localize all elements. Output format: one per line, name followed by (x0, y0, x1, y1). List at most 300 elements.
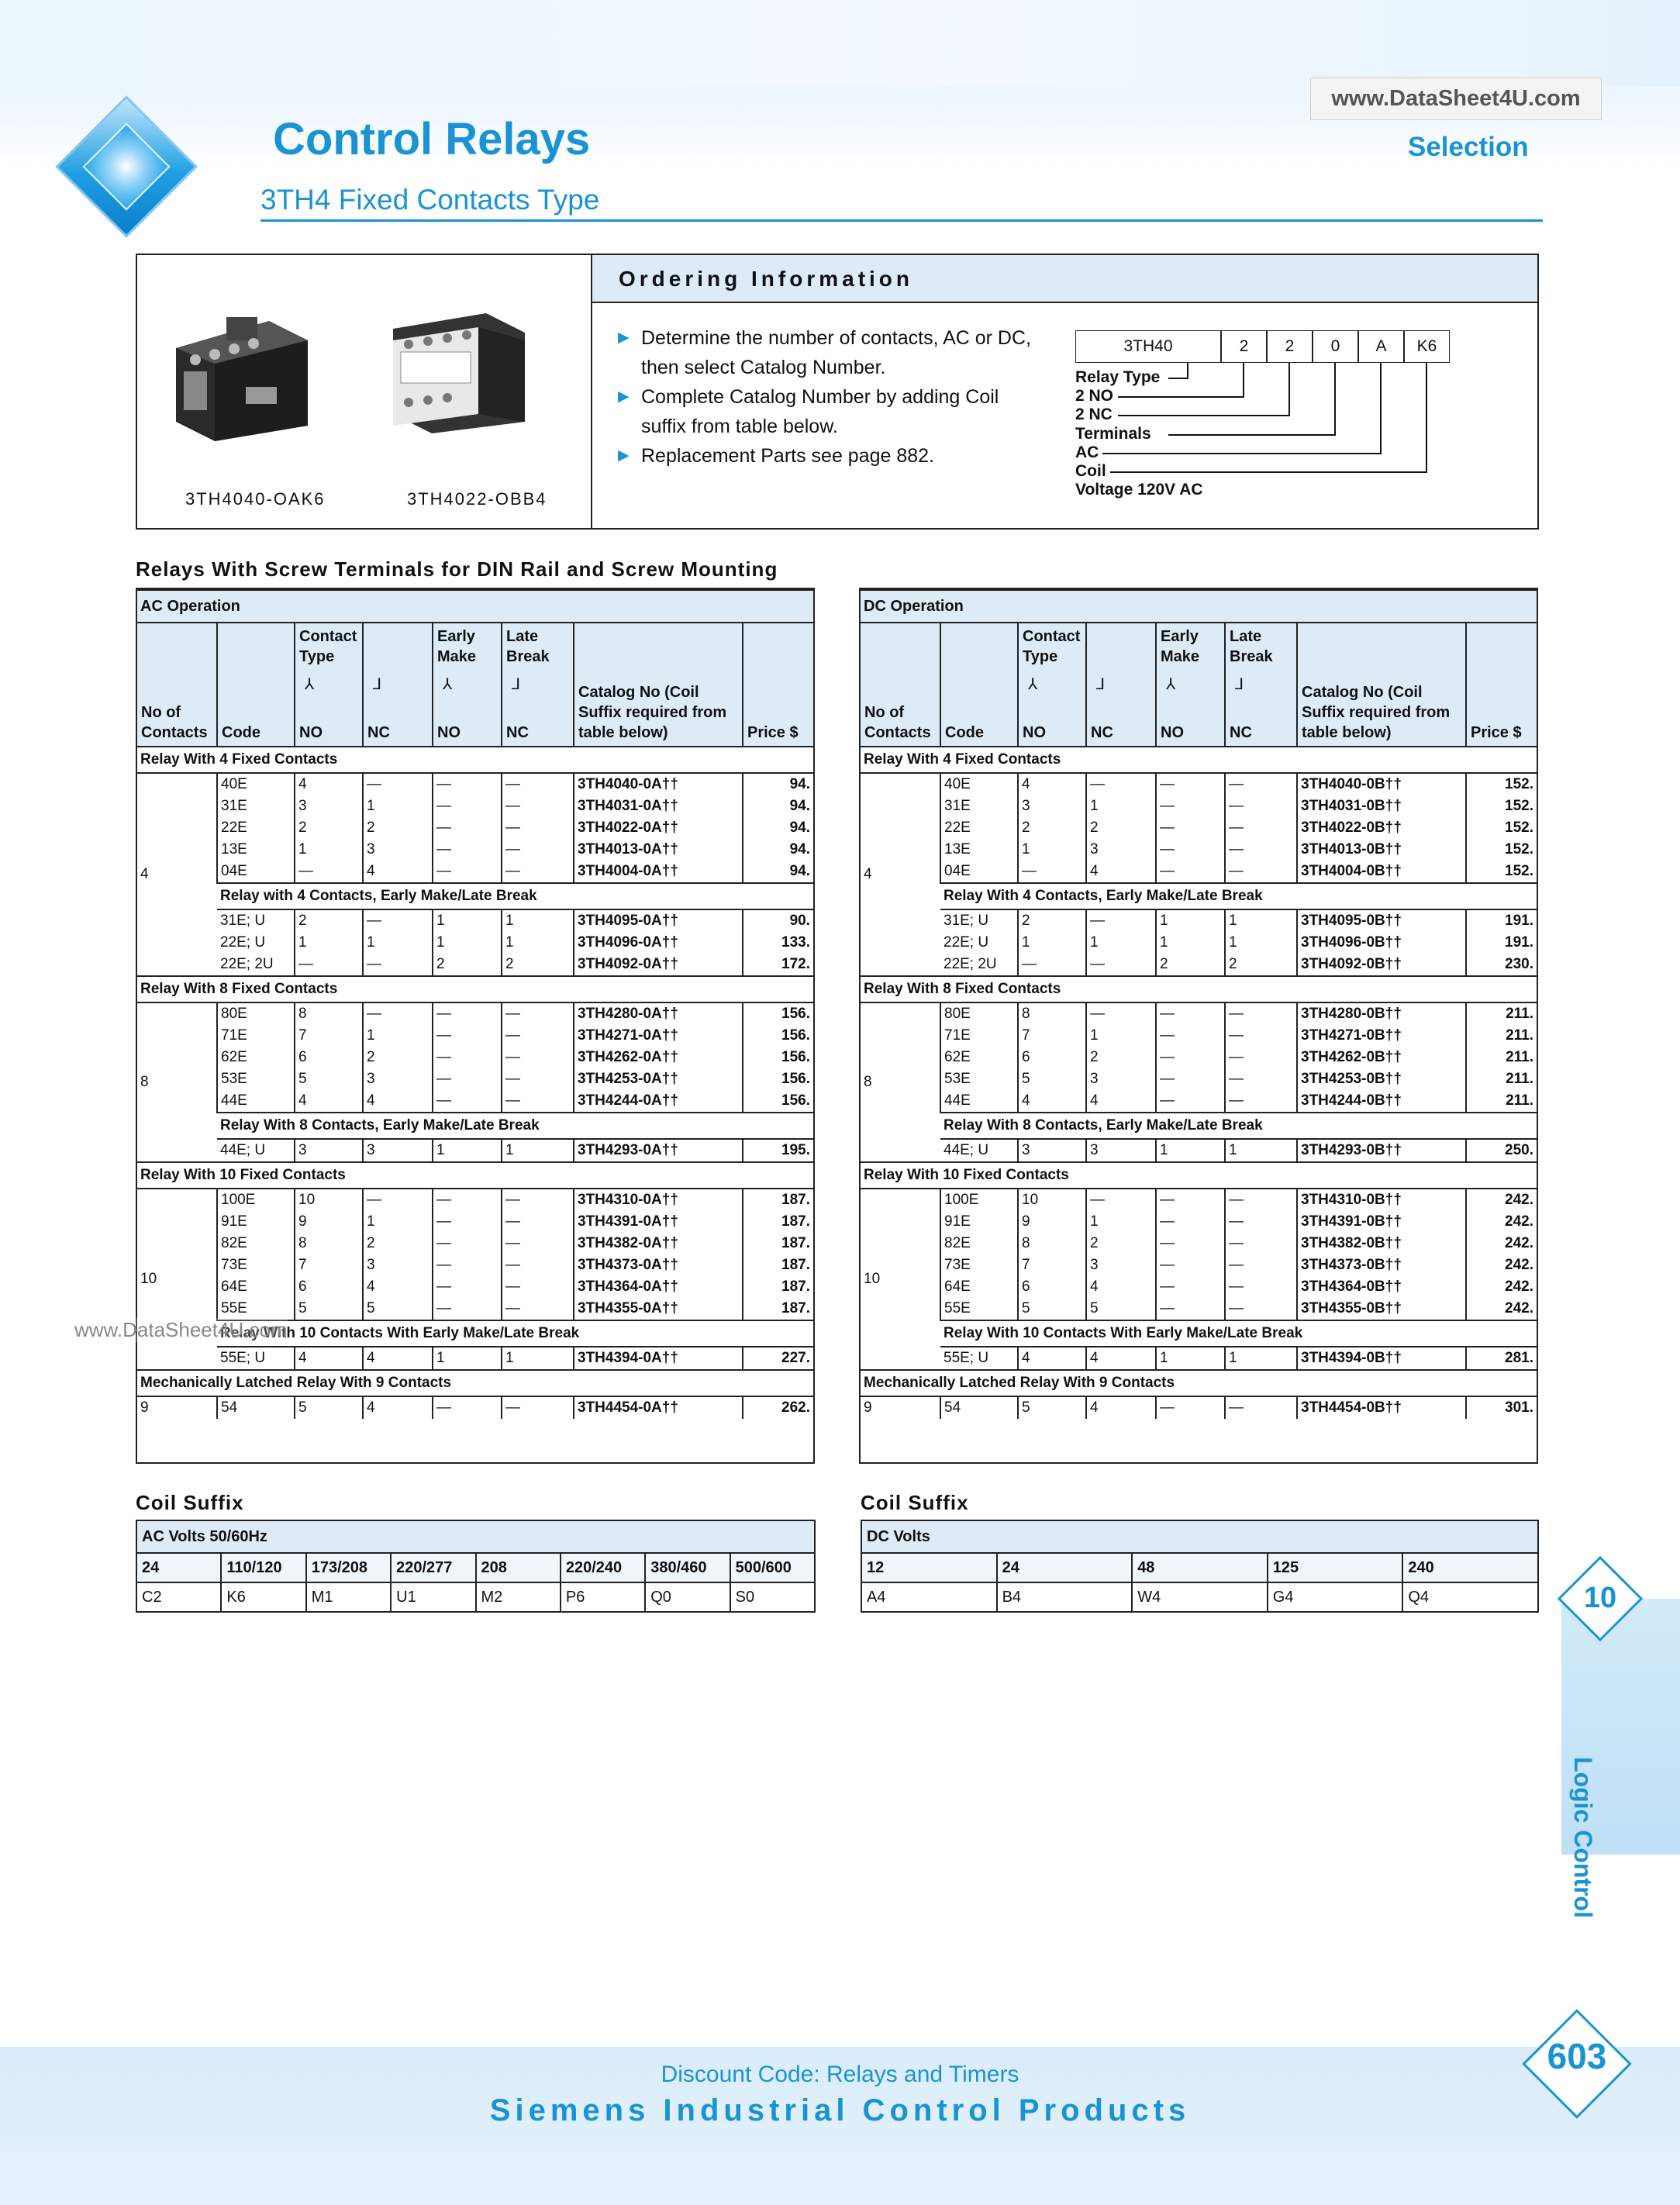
cat-part-no: 2 (1221, 330, 1267, 363)
table-row (137, 1189, 813, 1320)
ac-coil-volt: 220/277 (391, 1553, 475, 1582)
cell-value: 7 (1022, 1027, 1030, 1044)
dc-cell-emno (1156, 773, 1225, 883)
bullet-3: ▶ Replacement Parts see page 882. (618, 441, 1037, 471)
ac-contact-count: 4 (137, 773, 217, 976)
cell-value: 6 (1022, 1278, 1030, 1295)
dc-col-nc2: NC (1230, 724, 1252, 741)
ac-col-price: Price $ (747, 724, 799, 741)
ac-section-s10: Relay With 10 Fixed Contacts (137, 1162, 813, 1189)
late-break-icon: ⅃ (512, 676, 521, 693)
cell-value: 1 (367, 934, 375, 951)
cell-value: — (436, 798, 451, 814)
cell-value: 4 (1022, 1092, 1030, 1109)
ac-cell-code (217, 773, 295, 883)
ordering-box (136, 254, 1539, 530)
cell-value: 2 (1229, 956, 1237, 972)
cell-value: — (1160, 1399, 1175, 1416)
cell-value: 3TH4293-0B†† (1301, 1142, 1402, 1158)
cell-value: 4 (367, 863, 375, 879)
cell-value: 4 (298, 1350, 307, 1366)
dc-operation-table (861, 589, 1537, 1419)
table-row (861, 1002, 1537, 1113)
dc-cell-lbnc (1225, 909, 1297, 976)
cell-value: 3TH4364-0B†† (1301, 1278, 1402, 1295)
cell-value: 2 (505, 956, 514, 972)
dc-coil-code: B4 (997, 1582, 1133, 1612)
cell-value: — (505, 1071, 520, 1087)
label-voltage: Voltage 120V AC (1075, 481, 1203, 499)
ac-contact-count: 8 (137, 1002, 217, 1162)
cell-value: 2 (1160, 956, 1168, 972)
dc-section-s8: Relay With 8 Fixed Contacts (861, 976, 1537, 1002)
cell-value: — (436, 1049, 451, 1065)
cell-value: — (1160, 1049, 1175, 1065)
cell-value: 301. (1505, 1399, 1534, 1416)
table-row (137, 1347, 813, 1370)
ac-col-code: Code (222, 724, 260, 741)
cell-value: 22E; U (943, 934, 989, 951)
cell-value: 3TH4394-0A†† (578, 1350, 678, 1366)
ac-cell-lbnc (502, 1002, 574, 1113)
cell-value: 5 (1090, 1300, 1099, 1316)
dc-cell-code (940, 1396, 1018, 1419)
cell-value: 242. (1505, 1192, 1534, 1208)
cell-value: 31E; U (220, 913, 266, 929)
cell-value: 1 (1022, 841, 1030, 858)
cell-value: 3TH4391-0B†† (1301, 1213, 1402, 1230)
cell-value: 1 (367, 798, 375, 814)
dc-cell-no (1018, 1002, 1086, 1113)
cell-value: — (436, 1399, 451, 1416)
cell-value: 1 (1229, 1350, 1237, 1366)
dc-section-s4: Relay With 4 Fixed Contacts (861, 747, 1537, 773)
cell-value: 94. (789, 863, 811, 879)
cell-value: 3TH4022-0B†† (1301, 820, 1402, 836)
cell-value: — (505, 1257, 520, 1273)
cell-value: — (1160, 1278, 1175, 1295)
cell-value: 73E (944, 1257, 971, 1273)
ac-cell-code (217, 1189, 295, 1320)
ac-subsection-s10e: Relay With 10 Contacts With Early Make/Late Break (217, 1320, 813, 1347)
cell-value: 90. (789, 913, 811, 929)
product-photos (137, 255, 592, 528)
cell-value: 211. (1506, 1027, 1534, 1044)
cell-value: 5 (298, 1071, 307, 1087)
ac-col-late-break: Late Break (506, 628, 550, 665)
label-ac: AC (1075, 443, 1099, 461)
ac-coil-suffix-table (136, 1520, 816, 1613)
ac-col-nc2: NC (506, 724, 529, 741)
cell-value: — (1090, 956, 1105, 972)
cell-value: — (367, 776, 381, 792)
cell-value: 3 (367, 1257, 375, 1273)
cell-value: — (1229, 1399, 1244, 1416)
dc-cell-emno (1156, 1189, 1225, 1320)
cell-value: 3TH4454-0A†† (578, 1399, 678, 1416)
cell-value: — (505, 863, 520, 879)
cell-value: 3TH4095-0A†† (578, 913, 678, 929)
cat-part-base: 3TH40 (1075, 330, 1221, 363)
ac-coil-code: P6 (561, 1582, 645, 1612)
cell-value: — (505, 841, 520, 858)
cell-value: 31E (944, 798, 971, 814)
cell-value: — (505, 1235, 520, 1251)
cell-value: — (436, 1300, 451, 1316)
cell-value: 53E (944, 1071, 971, 1087)
ac-cell-emno (433, 1347, 502, 1370)
ac-cell-cat (574, 909, 743, 976)
cell-value: — (505, 776, 520, 792)
ac-cell-nc (363, 1002, 433, 1113)
ac-cell-no (295, 1189, 363, 1320)
cell-value: 2 (1022, 913, 1030, 929)
dc-cell-code (940, 1139, 1018, 1162)
cell-value: 3TH4013-0B†† (1301, 841, 1402, 858)
cell-value: — (1160, 1300, 1175, 1316)
ordering-heading: Ordering Information (592, 255, 1537, 303)
dc-cell-code (940, 909, 1018, 976)
dc-operation-label: DC Operation (861, 590, 1537, 623)
dc-coil-volt: 240 (1402, 1553, 1538, 1582)
cell-value: — (505, 1278, 520, 1295)
cell-value: — (1160, 1006, 1175, 1022)
cell-value: 8 (1022, 1006, 1030, 1022)
ac-cell-cat (574, 1139, 743, 1162)
cell-value: 2 (1090, 1049, 1099, 1065)
cell-value: 1 (1160, 934, 1168, 951)
dc-cell-lbnc (1225, 773, 1297, 883)
cell-value: 3TH4382-0B†† (1301, 1235, 1402, 1251)
cell-value: 04E (944, 863, 971, 879)
dc-coil-suffix-table (861, 1520, 1539, 1613)
cell-value: 4 (1090, 1350, 1099, 1366)
cell-value: 1 (1229, 934, 1237, 951)
cell-value: 3TH4382-0A†† (578, 1235, 678, 1251)
cell-value: 133. (781, 934, 811, 951)
dc-col-no-of-contacts: No of Contacts (864, 704, 931, 741)
ac-col-no-of-contacts: No of Contacts (141, 704, 208, 741)
ac-cell-cat (574, 1347, 743, 1370)
dc-cell-nc (1086, 1396, 1156, 1419)
cell-value: 7 (298, 1027, 307, 1044)
cell-value: 227. (781, 1350, 811, 1366)
cell-value: 4 (367, 1278, 375, 1295)
cell-value: 3TH4031-0B†† (1301, 798, 1402, 814)
cell-value: 22E (944, 820, 971, 836)
cell-value: 62E (221, 1049, 247, 1065)
ac-coil-volt: 380/460 (645, 1553, 730, 1582)
cell-value: 242. (1505, 1278, 1534, 1295)
cell-value: 3TH4092-0B†† (1301, 956, 1402, 972)
cell-value: 3TH4244-0B†† (1301, 1092, 1402, 1109)
cell-value: 5 (1022, 1399, 1030, 1416)
cell-value: 3 (1022, 798, 1030, 814)
cell-value: — (1160, 776, 1175, 792)
cell-value: 31E (221, 798, 247, 814)
cell-value: 2 (298, 820, 307, 836)
cell-value: 187. (781, 1235, 811, 1251)
cell-value: 156. (781, 1092, 811, 1109)
cell-value: 3TH4271-0B†† (1301, 1027, 1402, 1044)
cell-value: 211. (1506, 1071, 1534, 1087)
ac-cell-price (743, 1002, 813, 1113)
cell-value: 04E (221, 863, 247, 879)
dc-cell-cat (1297, 1189, 1466, 1320)
cell-value: 3TH4310-0B†† (1301, 1192, 1402, 1208)
cell-value: 3TH4022-0A†† (578, 820, 678, 836)
cell-value: — (505, 820, 520, 836)
cat-part-ac: A (1358, 330, 1404, 363)
cell-value: 6 (298, 1278, 307, 1295)
cell-value: 80E (221, 1006, 247, 1022)
ac-cell-lbnc (502, 909, 574, 976)
ac-cell-no (295, 1396, 363, 1419)
dc-cell-code (940, 1002, 1018, 1113)
cell-value: 3TH4280-0B†† (1301, 1006, 1402, 1022)
cell-value: — (505, 1399, 520, 1416)
dc-cell-cat (1297, 1002, 1466, 1113)
nc-contact-icon: ⅃ (1096, 676, 1106, 693)
cell-value: 1 (367, 1027, 375, 1044)
cell-value: 73E (221, 1257, 247, 1273)
dc-cell-no (1018, 773, 1086, 883)
cell-value: 191. (1505, 934, 1534, 951)
photo-caption-2: 3TH4022-OBB4 (407, 489, 547, 509)
cell-value: 242. (1505, 1300, 1534, 1316)
cell-value: 187. (781, 1300, 811, 1316)
cell-value: 22E; 2U (220, 956, 274, 972)
cell-value: 3TH4096-0A†† (578, 934, 678, 951)
cell-value: 4 (367, 1092, 375, 1109)
cell-value: 3 (298, 1142, 307, 1158)
cell-value: 2 (367, 1235, 375, 1251)
cell-value: 55E (221, 1300, 247, 1316)
cell-value: — (436, 1257, 451, 1273)
cell-value: — (367, 1192, 381, 1208)
nc-contact-icon: ⅃ (373, 676, 382, 693)
ac-coil-volt: 24 (136, 1553, 221, 1582)
cell-value: 250. (1505, 1142, 1534, 1158)
ac-coil-title: AC Volts 50/60Hz (136, 1520, 815, 1553)
cell-value: 211. (1506, 1006, 1534, 1022)
cell-value: 3TH4096-0B†† (1301, 934, 1402, 951)
dc-coil-code: W4 (1132, 1582, 1268, 1612)
cell-value: — (436, 1071, 451, 1087)
dc-section-s10: Relay With 10 Fixed Contacts (861, 1162, 1537, 1189)
ac-cell-code (217, 1347, 295, 1370)
cell-value: 1 (505, 934, 514, 951)
cell-value: 156. (781, 1049, 811, 1065)
cell-value: 1 (298, 934, 307, 951)
cell-value: — (436, 1192, 451, 1208)
cell-value: 9 (298, 1213, 307, 1230)
cell-value: — (1229, 820, 1244, 836)
ac-cell-price (743, 773, 813, 883)
dc-cell-nc (1086, 773, 1156, 883)
dc-col-price: Price $ (1471, 724, 1522, 741)
dc-contact-count: 10 (861, 1189, 940, 1370)
dc-col-code: Code (945, 724, 984, 741)
relays-section-title: Relays With Screw Terminals for DIN Rail and Screw Mounting (136, 557, 778, 581)
cell-value: — (436, 863, 451, 879)
ac-cell-emno (433, 1189, 502, 1320)
cell-value: — (1160, 841, 1175, 858)
cell-value: 211. (1506, 1092, 1534, 1109)
relay-photo-2 (378, 298, 533, 437)
side-watermark[interactable]: www.DataSheet4U.com (74, 1318, 288, 1341)
chapter-number: 10 (1583, 1582, 1617, 1614)
ac-section-s8: Relay With 8 Fixed Contacts (137, 976, 813, 1002)
cell-value: 54 (221, 1399, 238, 1416)
cell-value: 3 (367, 1071, 375, 1087)
ac-contact-count: 9 (137, 1396, 217, 1419)
dc-col-nc: NC (1091, 724, 1113, 741)
header-band-top (0, 0, 1680, 87)
dc-coil-volt: 12 (861, 1553, 997, 1582)
cell-value: — (1160, 1257, 1175, 1273)
ac-subsection-s8e: Relay With 8 Contacts, Early Make/Late Break (217, 1113, 813, 1139)
cell-value: — (1229, 1049, 1244, 1065)
page-number: 603 (1547, 2036, 1607, 2076)
cell-value: — (1160, 1192, 1175, 1208)
cell-value: 3TH4040-0A†† (578, 776, 678, 792)
label-coil: Coil (1075, 462, 1106, 480)
early-make-icon: ⅄ (1166, 676, 1176, 693)
table-row (137, 773, 813, 883)
cell-value: 3TH4253-0A†† (578, 1071, 678, 1087)
cell-value: — (298, 956, 313, 972)
cell-value: 195. (781, 1142, 811, 1158)
cell-value: — (1090, 913, 1105, 929)
cell-value: — (1160, 1071, 1175, 1087)
ac-cell-code (217, 1139, 295, 1162)
dc-cell-price (1466, 909, 1537, 976)
table-row (861, 1347, 1537, 1370)
ac-coil-volt: 220/240 (561, 1553, 645, 1582)
cell-value: — (1160, 798, 1175, 814)
dc-cell-emno (1156, 1347, 1225, 1370)
cell-value: — (1229, 1257, 1244, 1273)
cell-value: 3TH4355-0A†† (578, 1300, 678, 1316)
cell-value: 8 (1022, 1235, 1030, 1251)
cell-value: — (1229, 1213, 1244, 1230)
cell-value: 3 (1090, 1071, 1099, 1087)
cell-value: 2 (1022, 820, 1030, 836)
cell-value: — (367, 956, 381, 972)
cell-value: 82E (944, 1235, 971, 1251)
cell-value: 262. (781, 1399, 811, 1416)
ac-coil-suffix-heading: Coil Suffix (136, 1491, 244, 1514)
ac-col-contact-type: Contact Type (299, 628, 357, 665)
cell-value: 3TH4391-0A†† (578, 1213, 678, 1230)
cell-value: — (1229, 1092, 1244, 1109)
cell-value: 82E (221, 1235, 247, 1251)
dc-col-no: NO (1023, 724, 1046, 741)
cell-value: — (436, 1092, 451, 1109)
cell-value: 3 (298, 798, 307, 814)
cell-value: 230. (1505, 956, 1534, 972)
dc-cell-cat (1297, 1139, 1466, 1162)
cell-value: 3TH4004-0B†† (1301, 863, 1402, 879)
no-contact-icon: ⅄ (305, 676, 315, 693)
cell-value: 44E (221, 1092, 247, 1109)
dc-cell-no (1018, 1189, 1086, 1320)
cell-value: 2 (1090, 1235, 1099, 1251)
ac-cell-emno (433, 1002, 502, 1113)
cell-value: — (505, 798, 520, 814)
dc-cell-nc (1086, 1189, 1156, 1320)
cell-value: 3 (1090, 841, 1099, 858)
ac-coil-volt: 173/208 (306, 1553, 391, 1582)
dc-coil-volt: 48 (1132, 1553, 1268, 1582)
cell-value: — (367, 913, 381, 929)
label-terminals: Terminals (1075, 425, 1151, 443)
cell-value: — (505, 1092, 520, 1109)
cell-value: — (1229, 1235, 1244, 1251)
cell-value: 3TH4262-0A†† (578, 1049, 678, 1065)
cell-value: 3TH4373-0A†† (578, 1257, 678, 1273)
table-row (861, 1189, 1537, 1320)
cell-value: 4 (1090, 1278, 1099, 1295)
cell-value: 6 (1022, 1049, 1030, 1065)
cell-value: 8 (298, 1006, 307, 1022)
dc-cell-code (940, 1189, 1018, 1320)
cell-value: 3 (1090, 1142, 1099, 1158)
chapter-label: Logic Control (1569, 1757, 1597, 1918)
ac-operation-label: AC Operation (137, 590, 813, 623)
ac-section-s9: Mechanically Latched Relay With 9 Contacts (137, 1370, 813, 1396)
watermark[interactable]: www.DataSheet4U.com (1310, 78, 1602, 120)
table-row (137, 909, 813, 976)
cell-value: — (505, 1213, 520, 1230)
ac-coil-code: K6 (221, 1582, 305, 1612)
cell-value: 3 (367, 841, 375, 858)
cell-value: 211. (1506, 1049, 1534, 1065)
cell-value: 4 (1090, 1092, 1099, 1109)
dc-coil-volt: 24 (997, 1553, 1133, 1582)
dc-cell-nc (1086, 1347, 1156, 1370)
ac-operation-table (137, 589, 813, 1419)
dc-cell-lbnc (1225, 1347, 1297, 1370)
ac-coil-code: M1 (306, 1582, 391, 1612)
ac-cell-no (295, 909, 363, 976)
ac-cell-code (217, 1396, 295, 1419)
cell-value: 4 (1022, 776, 1030, 792)
cell-value: 3TH4031-0A†† (578, 798, 678, 814)
dc-col-early-make: Early Make (1161, 628, 1200, 665)
cell-value: 3 (1022, 1142, 1030, 1158)
dc-contact-count: 4 (861, 773, 940, 976)
dc-cell-no (1018, 909, 1086, 976)
table-row (137, 1002, 813, 1113)
ac-cell-emno (433, 1396, 502, 1419)
cell-value: 3 (1090, 1257, 1099, 1273)
table-row (137, 1139, 813, 1162)
relay-photo-1 (160, 286, 316, 441)
cell-value: 3TH4355-0B†† (1301, 1300, 1402, 1316)
table-row (137, 1396, 813, 1419)
table-row (861, 1396, 1537, 1419)
cell-value: 64E (944, 1278, 971, 1295)
table-row (861, 773, 1537, 883)
cell-value: 3TH4040-0B†† (1301, 776, 1402, 792)
ac-cell-code (217, 909, 295, 976)
cell-value: 242. (1505, 1257, 1534, 1273)
page-title: Control Relays (273, 114, 591, 164)
ac-coil-code: C2 (136, 1582, 221, 1612)
ac-cell-cat (574, 1189, 743, 1320)
